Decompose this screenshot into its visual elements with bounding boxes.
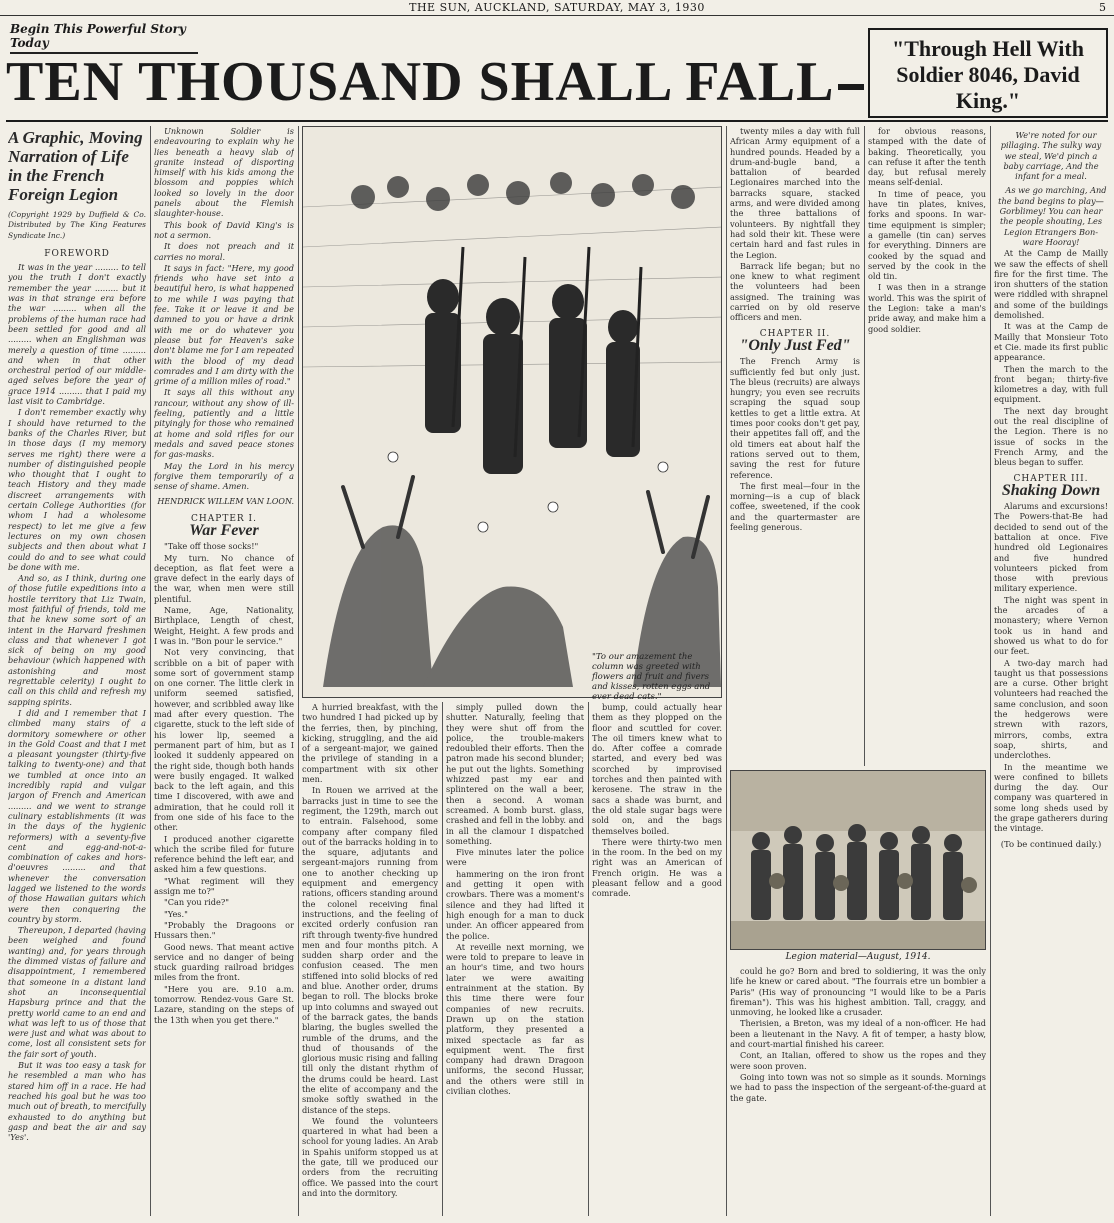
- photo-legion-material: [730, 770, 986, 950]
- copyright-line: (Copyright 1929 by Duffield & Co. Distributed by The King Features Syndicate Inc.): [8, 210, 146, 240]
- column-6-paragraph: Barrack life began; but no one knew to what regiment the volunteers had been assigned. The training was carried on by old reserve officers and men.: [730, 260, 860, 323]
- column-8-paragraph: Therisien, a Breton, was my ideal of a non-officer. He had been a lieutenant in the Navy. A fit of temper, a hasty blow, and court-martial finished his career.: [730, 1018, 986, 1050]
- headline-rule: [6, 120, 1108, 122]
- chapter-1-paragraph: A hurried breakfast, with the two hundred I had picked up by the ferries, then, by pinching, kicking, struggling, and the aid of a sergeant-major, we gained the privilege of standing in a compartment with six other men.: [302, 702, 438, 785]
- column-5: [592, 702, 722, 1216]
- title-box: "Through Hell With Soldier 8046, David King.": [868, 28, 1108, 118]
- column-9: [994, 126, 1108, 1216]
- chapter-1-label: CHAPTER I.: [191, 513, 257, 524]
- column-7-lower: [730, 966, 986, 1216]
- foreword-paragraph: Thereupon, I departed (having been weighed and found wanting) and, for years through the dimmed vistas of failure and disappointment, I remembered that someone in a distant land shot an inconsequential Hapsburg prince and that the pretty world came to an end and what was left to us of those that were just and what was about to come, lost all consistent sets for the fair sort of youth.: [8, 925, 146, 1059]
- chapter-1-paragraph: "What regiment will they assign me to?": [154, 875, 294, 897]
- chapter-3-title: Shaking Down: [1001, 481, 1101, 499]
- foreword-label: FOREWORD: [44, 248, 110, 259]
- column-8-paragraph: could he go? Born and bred to soldiering, it was the only life he knew or cared about. "The fourrais etre un bombier a Paris" (His way of pronouncing "I would like to be a Paris fireman"). This was his highest ambition. Tall, craggy, and unmoving, he looked like a crusader.: [730, 966, 986, 1018]
- photo-drawing: [731, 771, 986, 950]
- intro-paragraph: May the Lord in his mercy forgive them temporarily of a sense of shame. Amen.: [154, 460, 294, 492]
- column-5-paragraph: There were thirty-two men in the room. In the bed on my right was an American of French origin. He was a pleasant fellow and a good comrade.: [592, 836, 722, 899]
- chapter-1-paragraph: We found the volunteers quartered in what had been a school for young ladies. An Arab in Spahis uniform stopped us at the gate, till we produced our orders from the recruiting office. We passed into the court and into the dormitory.: [302, 1115, 438, 1198]
- illustration-marching-column: [302, 126, 722, 698]
- chapter-2-label: CHAPTER II.: [759, 328, 831, 339]
- column-2: [154, 126, 294, 1216]
- column-9-paragraph: Then the march to the front began; thirty-five kilometres a day, with full equipment.: [994, 363, 1108, 405]
- chapter-2-title: "Only Just Fed": [739, 336, 851, 354]
- column-9-paragraph: At the Camp de Mailly we saw the effects of shell fire for the first time. The iron shutters of the station were riddled with shrapnel and some of the buildings demolished.: [994, 248, 1108, 321]
- column-divider: [298, 126, 299, 1216]
- chapter-3-label: CHAPTER III.: [1013, 473, 1089, 484]
- chapter-3-paragraph: The night was spent in the arcades of a monastery; where Vernon took us in hand and showed us what to do for our feet.: [994, 594, 1108, 657]
- song-verse: As we go marching, And the band begins to play— Gorblimey! You can hear the people shouting, Les Legion Etrangers Bon-ware Hooray!: [998, 185, 1107, 247]
- column-6-paragraph: twenty miles a day with full African Army equipment of a hundred pounds. Headed by a drum-and-bugle band, a battalion of bearded Legionaires marched into the barracks square, stacked arms, and were divided among the three battalions of volunteers. By nightfall they had sold their kit. These were certain hard and fast rules in the Legion.: [730, 126, 860, 260]
- chapter-1-paragraph: "Yes.": [164, 908, 188, 919]
- continued-note: (To be continued daily.): [1000, 839, 1102, 850]
- foreword-paragraph: I don't remember exactly why I should have returned to the banks of the Charles River, but in those days (I my memory serves me right) there were a number of distinguished people who thought that I ought to teach History and they made discreet arrangements with certain College Authorities (for whom I had a wholesome respect) to let me give a few lectures on my own chosen subjects and then about what I could do and to see what could be done with me.: [8, 407, 146, 572]
- headline-dash: [838, 84, 864, 90]
- column-divider: [150, 126, 151, 1216]
- chapter-1-paragraph: "Probably the Dragoons or Hussars then.": [154, 919, 294, 941]
- illustration-caption: "To our amazement the column was greeted with flowers and fruit and fivers and kisses, rotten eggs and ever dead cats.": [592, 652, 711, 702]
- column-3: [302, 702, 438, 1216]
- chapter-1-paragraph: "Here you are. 9.10 a.m. tomorrow. Rendez-vous Gare St. Lazare, standing on the steps of the 13th when you get there.": [154, 983, 294, 1025]
- intro-paragraph: It says all this without any rancour, without any show of ill-feeling, patiently and a little pityingly for those who remained at home and sold rifles for our medals and saved peace stones for gas-masks.: [154, 387, 294, 460]
- column-7-paragraph: In time of peace, you have tin plates, knives, forks and spoons. In war-time equipment is simpler; a gamelle (tin can) serves for everything. Dinners are cooked by the squad and served by the cook in the old tin.: [868, 188, 986, 282]
- chapter-1-paragraph: Good news. That meant active service and no danger of being stuck guarding railroad bridges miles from the front.: [154, 941, 294, 983]
- column-divider: [588, 702, 589, 1216]
- chapter-3-paragraph: Alarums and excursions! The Powers-that-Be had decided to send out of the battalion at once. Five hundred old Legionaires and five hundred volunteers picked from those with previous military experience.: [994, 501, 1108, 594]
- column-divider: [442, 702, 443, 1216]
- column-4-paragraph: At reveille next morning, we were told to prepare to leave in an hour's time, and two hours later we were awaiting entrainment at the station. By this time there were four companies of new recruits. Drawn up on the station platform, they presented a mixed spectacle as far as equipment went. The first company had drawn Dragoon uniforms, the second Hussar, and the others were still in civilian clothes.: [446, 941, 584, 1096]
- song-verse: We're noted for our pillaging. The sulky way we steal, We'd pinch a baby carriage, And the infant for a meal.: [1000, 130, 1102, 182]
- signature: HENDRICK WILLEM VAN LOON.: [157, 497, 294, 507]
- column-4-paragraph: simply pulled down the shutter. Naturally, feeling that they were shut off from the police, the trouble-makers redoubled their efforts. Then the patron made his second blunder; he put out the lights. Something whizzed past my ear and splintered on the wall a beer, then a second. A woman screamed. A bomb burst. glass, crashed and fell in the lobby. and in all the clamour I dispatched something.: [446, 702, 584, 846]
- column-8-paragraph: Going into town was not so simple as it sounds. Mornings we had to pass the inspection of the sergeant-of-the-guard at the gate.: [730, 1071, 986, 1103]
- column-9-paragraph: The next day brought out the real discipline of the Legion. There is no issue of socks in the French Army, and the bleus began to suffer.: [994, 405, 1108, 468]
- chapter-2-paragraph: The first meal—four in the morning—is a cup of black coffee, sweetened, if the cook and the quartermaster are feeling generous.: [730, 480, 860, 532]
- chapter-1-paragraph: I produced another cigarette which the scribe filed for future reference behind the left ear, and asked him a few questions.: [154, 833, 294, 875]
- column-5-paragraph: bump, could actually hear them as they plopped on the floor and scuttled for cover. The oil timers knew what to do. After coffee a comrade started, and every bed was scorched by improvised torches and then painted with kerosene. The straw in the sacs a shade was burnt, and the old stale sugar bags were sold on, and the bags themselves boiled.: [592, 702, 722, 836]
- chapter-3-paragraph: In the meantime we were confined to billets during the day. Our company was quartered in some long sheds used by the grape gatherers during the vintage.: [994, 761, 1108, 834]
- photo-caption: Legion material—August, 1914.: [785, 952, 931, 962]
- column-7: [868, 126, 986, 766]
- intro-paragraph: It says in fact: "Here, my good friends who have set into a beautiful hero, is what happened to me while I was paying that fee. Take it or leave it and be damned to you or have a drink with me or do whatever you please but for Heaven's sake don't blame me for I am repeated with the blood of my dead comrades and I am dirty with the grime of a million miles of road.": [154, 262, 294, 387]
- chapter-1-paragraph: In Rouen we arrived at the barracks just in time to see the regiment, the 129th, march out to entrain. Falsehood, some company after company filed out of the barracks holding in to the square, adjutants and sergeant-majors running from one to another checking up equipment and emergency rations, officers standing around the colonel receiving final instructions, and the feeling of excited orderly confusion ran rift through twenty-five hundred men and four months pitch. A sudden sharp order and the confusion ceased. The men stiffened into solid blocks of red and blue. Another order, drums began to roll. The blocks broke up into columns and swayed out of the barrack gates, the bands blaring, the bugles swelled the rumble of the drums, and the thud of thousands of the glorious music rising and falling till only the distant rhythm of the drums could be heard. Last the elite of accompany and the smoke softly swathed in the distance of the steps.: [302, 785, 438, 1115]
- column-4-paragraph: Five minutes later the police were: [446, 847, 584, 868]
- chapter-2-paragraph: The French Army is sufficiently fed but only just. The bleus (recruits) are always hungry; you even see recruits scraping the squad soup kettles to get a little extra. At times poor cooks don't get pay, their appetites fall off, and the old timers eat about half the rations served out to them, saving the rest for future reference.: [730, 356, 860, 480]
- chapter-1-paragraph: My turn. No chance of deception, as flat feet were a grave defect in the early days of the war, when men were still plentiful.: [154, 552, 294, 604]
- column-7-paragraph: for obvious reasons, stamped with the date of baking. Theoretically, you can refuse it after the tenth day, but refusal merely means self-denial.: [868, 126, 986, 188]
- column-6: [730, 126, 860, 766]
- chapter-1-paragraph: Not very convincing, that scribble on a bit of paper with some sort of government stamp on one corner. The little clerk in uniform seemed satisfied, however, and scribbled away like mad after every question. The cigarette, stuck to the left side of his lower lip, seemed a permanent part of him, but as I looked it suddenly appeared on the right side, though both hands were busily engaged. It walked back to the left again, and this time I discovered, with awe and admiration, that he could roll it from one side of his face to the other.: [154, 647, 294, 833]
- intro-paragraph: This book of David King's is not a sermon.: [154, 219, 294, 240]
- banner: Begin This Powerful Story Today: [10, 22, 198, 54]
- column-4: [446, 702, 584, 1216]
- masthead: [0, 0, 1114, 16]
- chapter-3-paragraph: A two-day march had taught us that possessions are a curse. Other bright volunteers had reached the same conclusion, and soon the hedgerows were strewn with razors, mirrors, combs, extra soap, shirts, and underclothes.: [994, 657, 1108, 761]
- masthead-text: THE SUN, AUCKLAND, SATURDAY, MAY 3, 1930: [409, 1, 705, 14]
- column-1: [8, 126, 146, 1216]
- column-divider: [726, 126, 727, 1216]
- chapter-1-paragraph: "Take off those socks!": [164, 541, 259, 552]
- intro-paragraph: It does not preach and it carries no moral.: [154, 241, 294, 262]
- subheadline: A Graphic, Moving Narration of Life in the French Foreign Legion: [8, 128, 143, 204]
- foreword-paragraph: It was in the year ......... to tell you the truth I don't exactly remember the year ......... but it was in that strange era before the war ......... when all the problems of the human race had been settled for good and all ......... when an Englishman was merely a question of time ......... and when in that other orchestral period of our middle-aged selves before the year of grace 1914 ......... that I paid my last visit to Cambridge.: [8, 262, 146, 407]
- column-divider: [864, 126, 865, 766]
- foreword-paragraph: But it was too easy a task for he resembled a man who has stared him off in a race. He had reached his goal but he was too much out of breath, to mercifully exhausted to do anything but gasp and beat the air and say 'Yes'.: [8, 1060, 146, 1143]
- column-9-paragraph: It was at the Camp de Mailly that Monsieur Toto et Cie. made its first public appearance.: [994, 321, 1108, 363]
- intro-paragraph: Unknown Soldier is endeavouring to explain why he lies beneath a heavy slab of granite instead of disporting himself with his kids among the blossom and poppies which looked so lovely in the door panels about the Flemish slaughter-house.: [154, 126, 294, 219]
- chapter-1-title: War Fever: [189, 521, 259, 539]
- chapter-1-paragraph: Name, Age, Nationality, Birthplace, Length of chest, Weight, Height. A few prods and I was in. "Bon pour le service.": [154, 605, 294, 646]
- page-number: 5: [1099, 1, 1106, 14]
- column-8-paragraph: Cont, an Italian, offered to show us the ropes and they were soon proven.: [730, 1050, 986, 1071]
- chapter-1-paragraph: "Can you ride?": [164, 897, 229, 908]
- foreword-paragraph: And so, as I think, during one of those futile expeditions into a hostile territory that Liz Twain, most faithful of friends, told me that he knew some sort of an intent in the Harvard freshmen class and that whenever I got sick of being on my good behaviour (which happened with astonishing and most regrettable celerity) I ought to call on this child and refresh my sapping spirits.: [8, 573, 146, 707]
- column-7-paragraph: I was then in a strange world. This was the spirit of the Legion: take a man's pride away, and make him a good soldier.: [868, 282, 986, 334]
- foreword-paragraph: I did and I remember that I climbed many stairs of a dormitory somewhere or other in the Gold Coast and that I met a pleasant youngster (thirty-five talking to twenty-one) and that we tumbled at once into an incredibly rapid and vulgar jargon of French and American ......... and we went to strange culinary establishments (it was in the days of the hygienic reformers) with a seventy-five cent and egg-and-not-a-combination of cakes and hors-d'oeuvres ......... and that whenever the conversation lagged we listened to the words of those Hawaiian guitars which were then conquering the country by storm.: [8, 707, 146, 924]
- column-4-paragraph: hammering on the iron front and getting it open with crowbars. There was a moment's silence and they had lifted it high enough for a man to duck under. An officer appeared from the police.: [446, 868, 584, 941]
- headline: TEN THOUSAND SHALL FALL: [6, 51, 835, 113]
- column-divider: [990, 126, 991, 1216]
- illustration-drawing: [303, 127, 722, 698]
